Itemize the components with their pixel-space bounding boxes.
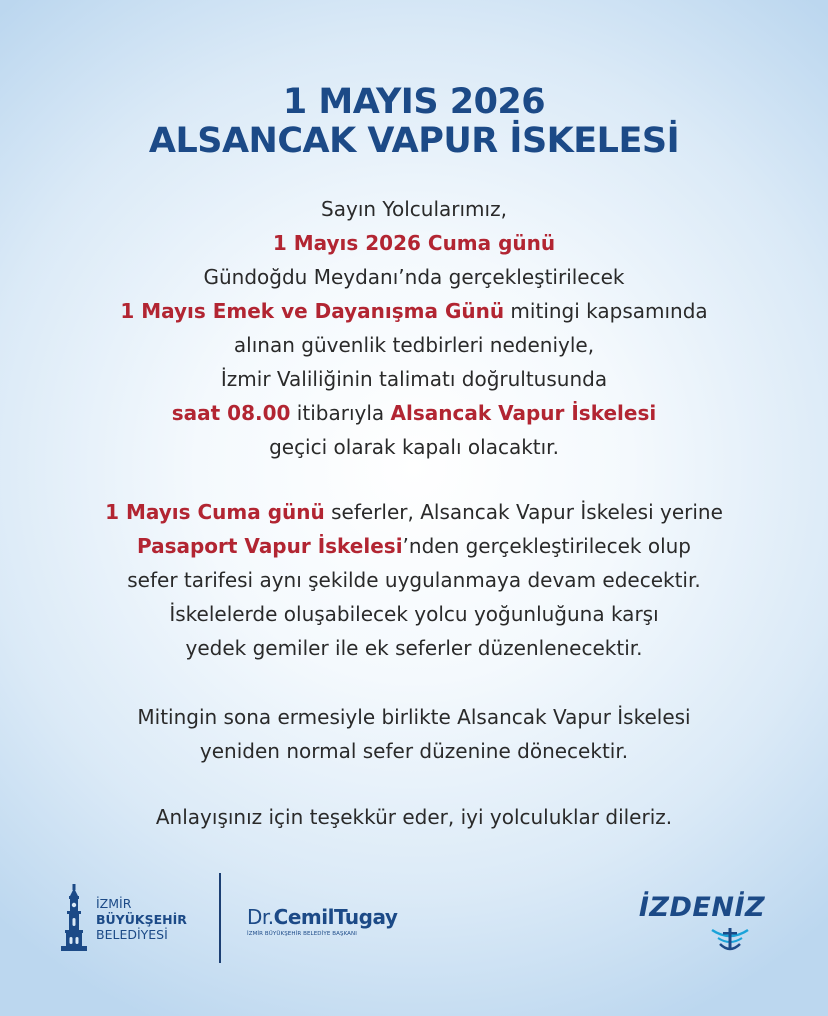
time-line-mid: itibarıyla [290,401,391,425]
izdeniz-wordmark: İZDENİZ [638,892,766,923]
izdeniz-logo [636,892,768,962]
event-line-rest: mitingi kapsamında [504,299,708,323]
title-line-2: ALSANCAK VAPUR İSKELESİ [148,121,680,161]
municipality-name-line-3: BELEDİYESİ [96,927,168,942]
alternative-line-2 [0,529,828,563]
pier-highlight: Alsancak Vapur İskelesi [390,401,657,425]
greeting: Sayın Yolcularımız, [321,197,507,221]
announcement-paragraph-4 [0,800,828,834]
mayor-position: İZMİR BÜYÜKŞEHİR BELEDİYE BAŞKANI [247,931,357,937]
alternative-pier-highlight: Pasaport Vapur İskelesi [136,534,403,558]
closure-line: geçici olarak kapalı olacaktır. [269,435,559,459]
date-highlight: 1 Mayıs 2026 Cuma günü [272,231,556,255]
mayor-name-text: CemilTugay [273,905,398,929]
mayor-title-prefix: Dr. [247,905,274,929]
footer-divider [219,873,221,963]
municipality-name-line-1: İZMİR [96,896,132,911]
schedule-line: sefer tarifesi aynı şekilde uygulanmaya devam edecektir. [127,568,701,592]
announcement-paragraph-3 [0,700,828,768]
announcement-paragraph-2 [0,495,828,665]
reopen-line-2: yeniden normal sefer düzenine dönecektir. [199,739,629,763]
security-line: alınan güvenlik tedbirleri nedeniyle, [233,333,595,357]
time-line [0,396,828,430]
municipality-name-line-2: BÜYÜKŞEHİR [96,911,187,927]
title-line-1: 1 MAYIS 2026 [282,82,546,122]
day-highlight: 1 Mayıs Cuma günü [105,500,325,524]
closing-line: Anlayışınız için teşekkür eder, iyi yolculuklar dileriz. [155,805,673,829]
izmir-municipality-logo [58,884,218,958]
announcement-paragraph-1 [0,192,828,464]
alternative-line-2-rest: ’nden gerçekleştirilecek olup [402,534,692,558]
municipality-name [96,896,187,943]
event-line [0,294,828,328]
anchor-icon [710,924,750,954]
crowd-line: İskelelerde oluşabilecek yolcu yoğunluğuna karşı [169,602,659,626]
alternative-line-1 [0,495,828,529]
location-line: Gündoğdu Meydanı’nda gerçekleştirilecek [203,265,625,289]
clock-tower-icon [58,884,90,952]
governorship-line: İzmir Valiliğinin talimatı doğrultusunda [220,367,608,391]
time-highlight: saat 08.00 [171,401,291,425]
reopen-line-1: Mitingin sona ermesiyle birlikte Alsancak Vapur İskelesi [137,705,691,729]
mayor-signature [247,905,397,937]
extra-service-line: yedek gemiler ile ek seferler düzenlenecektir. [185,636,643,660]
event-name-highlight: 1 Mayıs Emek ve Dayanışma Günü [120,299,505,323]
alternative-line-1-rest: seferler, Alsancak Vapur İskelesi yerine [324,500,723,524]
mayor-name [247,905,397,929]
